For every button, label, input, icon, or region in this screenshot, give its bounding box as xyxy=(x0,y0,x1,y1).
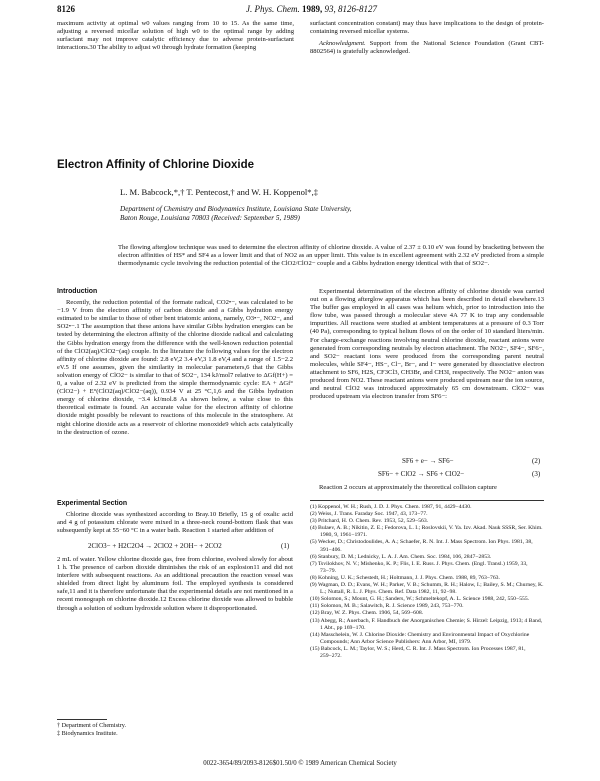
previous-article-text-left: maximum activity at optimal w0 values ranging from 10 to 15. As the same time, adjusting a reversed micellar solution of high w0 to the optimal range by adding surfactant may not improve catalytic efficiency due to adverse protein-surfactant interactions.30 The ability to adjust w0 through hydrate formation (keeping xyxy=(57,20,294,52)
footnotes xyxy=(57,722,293,737)
footnote-double-dagger: ‡ Biodynamics Institute. xyxy=(57,729,118,737)
affiliation xyxy=(120,205,540,223)
acknowledgment xyxy=(310,40,544,56)
footnote-rule xyxy=(57,719,107,720)
introduction-text: Recently, the reduction potential of the formate radical, CO2•−, was calculated to be −1.9 V from the electron affinity of carbon dioxide and a Gibbs hydration energy estimated to be similar to those of other bent triatomic anions, namely, O3•−, NO2−, and SO2•−.1 The assumption that these anions have similar Gibbs hydration energies can be tested by determining the electron affinity of the chlorine dioxide radical and calculating the Gibbs hydration energy from the difference with the well-known reduction potential of the ClO2(aq)/ClO2−(aq) couple. In the literature the following values for the electron affinity of chlorine dioxide are found: 2.8 eV,2 3.4 eV,3 1.8 eV,4 and a range of 1.5−2.2 eV.5 If one assumes, given the similarity in molecular parameters,6 that the Gibbs solvation energy of ClO2− is similar to that of SO2−, 134 kJ/mol7 relative to ΔGf(H+) = 0, a value of 2.32 eV is predicted from the simple thermodynamic cycle: EA + ΔGf°(ClO2−) + E°(ClO2(aq)/ClO2−(aq)), 0.934 V at 25 °C,1,6 and the Gibbs hydration energy of chlorine dioxide, −3.4 kJ/mol.8 As shown below, a value close to this theoretical estimate is found. An accurate value for the electron affinity of chlorine dioxide might possibly be relevant to reactions of this molecule in the stratosphere. At night chlorine dioxide acts as a reservoir of chlorine monoxide9 which acts catalytically in the destruction of ozone. xyxy=(57,299,293,436)
previous-article-right-column xyxy=(310,20,544,56)
reference-item: (10) Solomon, S.; Mount, G. H.; Sanders, W.; Schmeltekopf, A. L. Science 1988, 242, 550−555. xyxy=(310,596,530,603)
equation-2-number: (2) xyxy=(532,457,541,465)
left-column xyxy=(57,288,293,437)
equation-1: 2ClO3− + H2C2O4 → 2ClO2 + 2OH− + 2CO2 xyxy=(88,542,222,550)
experimental-section xyxy=(57,500,293,535)
journal-pages: 93, 8126-8127 xyxy=(324,4,377,14)
right-column xyxy=(310,288,544,401)
reference-item: (11) Solomon, M. B.; Salawitch, R. J. Science 1989, 243, 753−770. xyxy=(310,603,464,610)
equation-1-number: (1) xyxy=(281,542,290,550)
affiliation-line-2: Baton Rouge, Louisiana 70803 (Received: September 5, 1989) xyxy=(120,214,300,222)
footnote-dagger: † Department of Chemistry. xyxy=(57,722,127,729)
experimental-text-1: Chlorine dioxide was synthesized according to Bray.10 Briefly, 15 g of oxalic acid and 4 g of potassium chlorate were mixed in a three-neck round-bottom flask that was subsequently kept at 55−60 °C in a water bath. Reaction 1 started after addition of xyxy=(57,511,293,535)
affiliation-line-1: Department of Chemistry and Biodynamics Institute, Louisiana State University, xyxy=(120,205,352,213)
previous-article-text-right: surfactant concentration constant) may thus have implications to the design of protein-containing reversed micellar systems. xyxy=(310,20,544,36)
acknowledgment-label: Acknowledgment. xyxy=(319,40,366,48)
reference-item: (14) Masschelein, W. J. Chlorine Dioxide: Chemistry and Environmental Impact of Oxychlorine Compounds; Ann Arbor Science Publishers: Ann Arbor, MI, 1979. xyxy=(310,631,530,645)
right-column-continued xyxy=(310,484,544,492)
journal-name: J. Phys. Chem. xyxy=(246,4,300,14)
previous-article-left-column xyxy=(57,20,294,52)
reference-item: (6) Stanbury, D. M.; Lednicky, L. A. J. Am. Chem. Soc. 1984, 106, 2847−2853. xyxy=(310,553,492,560)
reference-item: (4) Bulaev, A. B.; Nikitin, Z. E.; Fedorova, L. I.; Roslovskii, V. Ya. Izv. Akad. Nauk SSSR, Ser. Khim. 1980, 9, 1961−1971. xyxy=(310,525,543,539)
reference-item: (13) Abegg, R.; Auerbach, F. Handbuch der Anorganischen Chemie; S. Hirzel: Leipzig, 1913; 4 Band, 1 Abt., pp 169−170. xyxy=(310,617,543,631)
references-rule xyxy=(310,500,544,501)
right-column-text-1: Experimental determination of the electron affinity of chlorine dioxide was carried out on a flowing afterglow apparatus which has been described in detail elsewhere.13 The buffer gas employed in all cases was helium which, prior to introduction into the flow tube, was passed through a molecular sieve 4A 77 K to trap any condensable impurities. All reactions were studied at ambient temperatures at a pressure of 0.3 Torr (40 Pa), corresponding to typical helium flows of on the order of 10 standard liters/min. For charge-exchange reactions involving neutral chlorine dioxide, reactant anions were generated from corresponding neutrals by electron attachment. The NO2−, SF4−, SF6−, and SO2− reactant ions were produced from the corresponding parent neutral molecules, while SF4−, HS−, Cl−, Br−, and I− were generated by dissociative electron attachment to SF6, H2S, CF3Cl3, CH3Br, and CH3I, respectively. The NO2− anion was produced from NO2. These reactant anions were produced upstream near the ion source, and neutral ClO2 was introduced approximately 65 cm downstream. ClO2− was produced upstream via electron transfer from SF6−: xyxy=(310,288,544,401)
author-list: L. M. Babcock,*,† T. Pentecost,† and W. H. Koppenol*,‡ xyxy=(120,187,319,197)
reference-item: (2) Weiss, J. Trans. Faraday Soc. 1947, 43, 173−77. xyxy=(310,511,428,518)
page-header xyxy=(0,4,600,18)
references-list xyxy=(310,504,544,660)
reference-item: (5) Wecker, D.; Christodoulides, A. A.; Schaefer, R. N. Int. J. Mass Spectrom. Ion Phys. 1981, 38, 391−406. xyxy=(310,539,533,553)
introduction-heading: Introduction xyxy=(57,288,98,295)
journal-citation xyxy=(246,4,377,14)
experimental-text-2: 2 mL of water. Yellow chlorine dioxide gas, free from chlorine, evolved slowly for about 1 h. The presence of carbon dioxide diminishes the risk of an explosion11 and did not interfere with subsequent reactions. As an additional precaution the reaction vessel was shielded from direct light by aluminum foil. The employed synthesis is considered safe,11 and it is therefore unfortunate that the experimental details are not mentioned in a recent monograph on chlorine dioxide.12 Excess chlorine dioxide was allowed to bubble through a solution of sodium hydroxide solution where it disproportionated. xyxy=(57,556,293,612)
abstract: The flowing afterglow technique was used to determine the electron affinity of chlorine dioxide. A value of 2.37 ± 0.10 eV was found by bracketing between the electron affinities of HS* and SF4 as a lower limit and that of NO2 as an upper limit. This value is in excellent agreement with 2.32 eV predicted from a simple thermodynamic cycle involving the reduction potential of the ClO2/ClO2− couple and a Gibbs hydration energy identical with that of SO2−. xyxy=(118,244,544,268)
experimental-continued xyxy=(57,556,293,613)
acknowledgment-text: Support from the National Science Foundation (Grant CBT-8802564) is gratefully acknowledged. xyxy=(310,40,544,56)
reference-item: (7) Tsvilokhov, N. V.; Mishenko, K. P.; Flis, I. E. Russ. J. Phys. Chem. (Engl. Transl.) 1959, 33, 73−79. xyxy=(310,560,528,574)
right-column-text-2: Reaction 2 occurs at approximately the theoretical collision capture xyxy=(319,484,497,491)
reference-item: (9) Wagman, D. D.; Evans, W. H.; Parker, V. B.; Schumm, R. H.; Halow, I.; Bailey, S. M.; Churney, K. L.; Nuttall, R. L. J. Phys. Chem. Ref. Data 1982, 11, 92−98. xyxy=(310,582,544,596)
equation-2: SF6 + e− → SF6− xyxy=(402,457,454,465)
article-title: Electron Affinity of Chlorine Dioxide xyxy=(57,159,254,171)
reference-item: (15) Babcock, L. M.; Taylor, W. S.; Herd, C. R. Int. J. Mass Spectrom. Ion Processes 1987, 81, 259−272. xyxy=(310,645,526,659)
equation-3: SF6− + ClO2 → SF6 + ClO2− xyxy=(378,470,465,478)
reference-item: (8) Kohning, U. K.; Schestedt, H.; Holtmann, J. J. Phys. Chem. 1988, 89, 763−763. xyxy=(310,574,500,581)
journal-year: 1989, xyxy=(302,4,323,14)
reference-item: (3) Pritchard, H. O. Chem. Rev. 1953, 52, 529−563. xyxy=(310,518,429,525)
experimental-heading: Experimental Section xyxy=(57,500,128,507)
page-number: 8126 xyxy=(57,4,75,14)
reference-item: (12) Bray, W. Z. Phys. Chem. 1906, 54, 569−608. xyxy=(310,610,424,617)
equation-3-number: (3) xyxy=(532,470,541,478)
reference-item: (1) Koppenol, W. H.; Rush, J. D. J. Phys. Chem. 1987, 91, 4429−4430. xyxy=(310,504,472,510)
page-footer: 0022-3654/89/2093-8126$01.50/0 © 1989 American Chemical Society xyxy=(203,760,397,767)
